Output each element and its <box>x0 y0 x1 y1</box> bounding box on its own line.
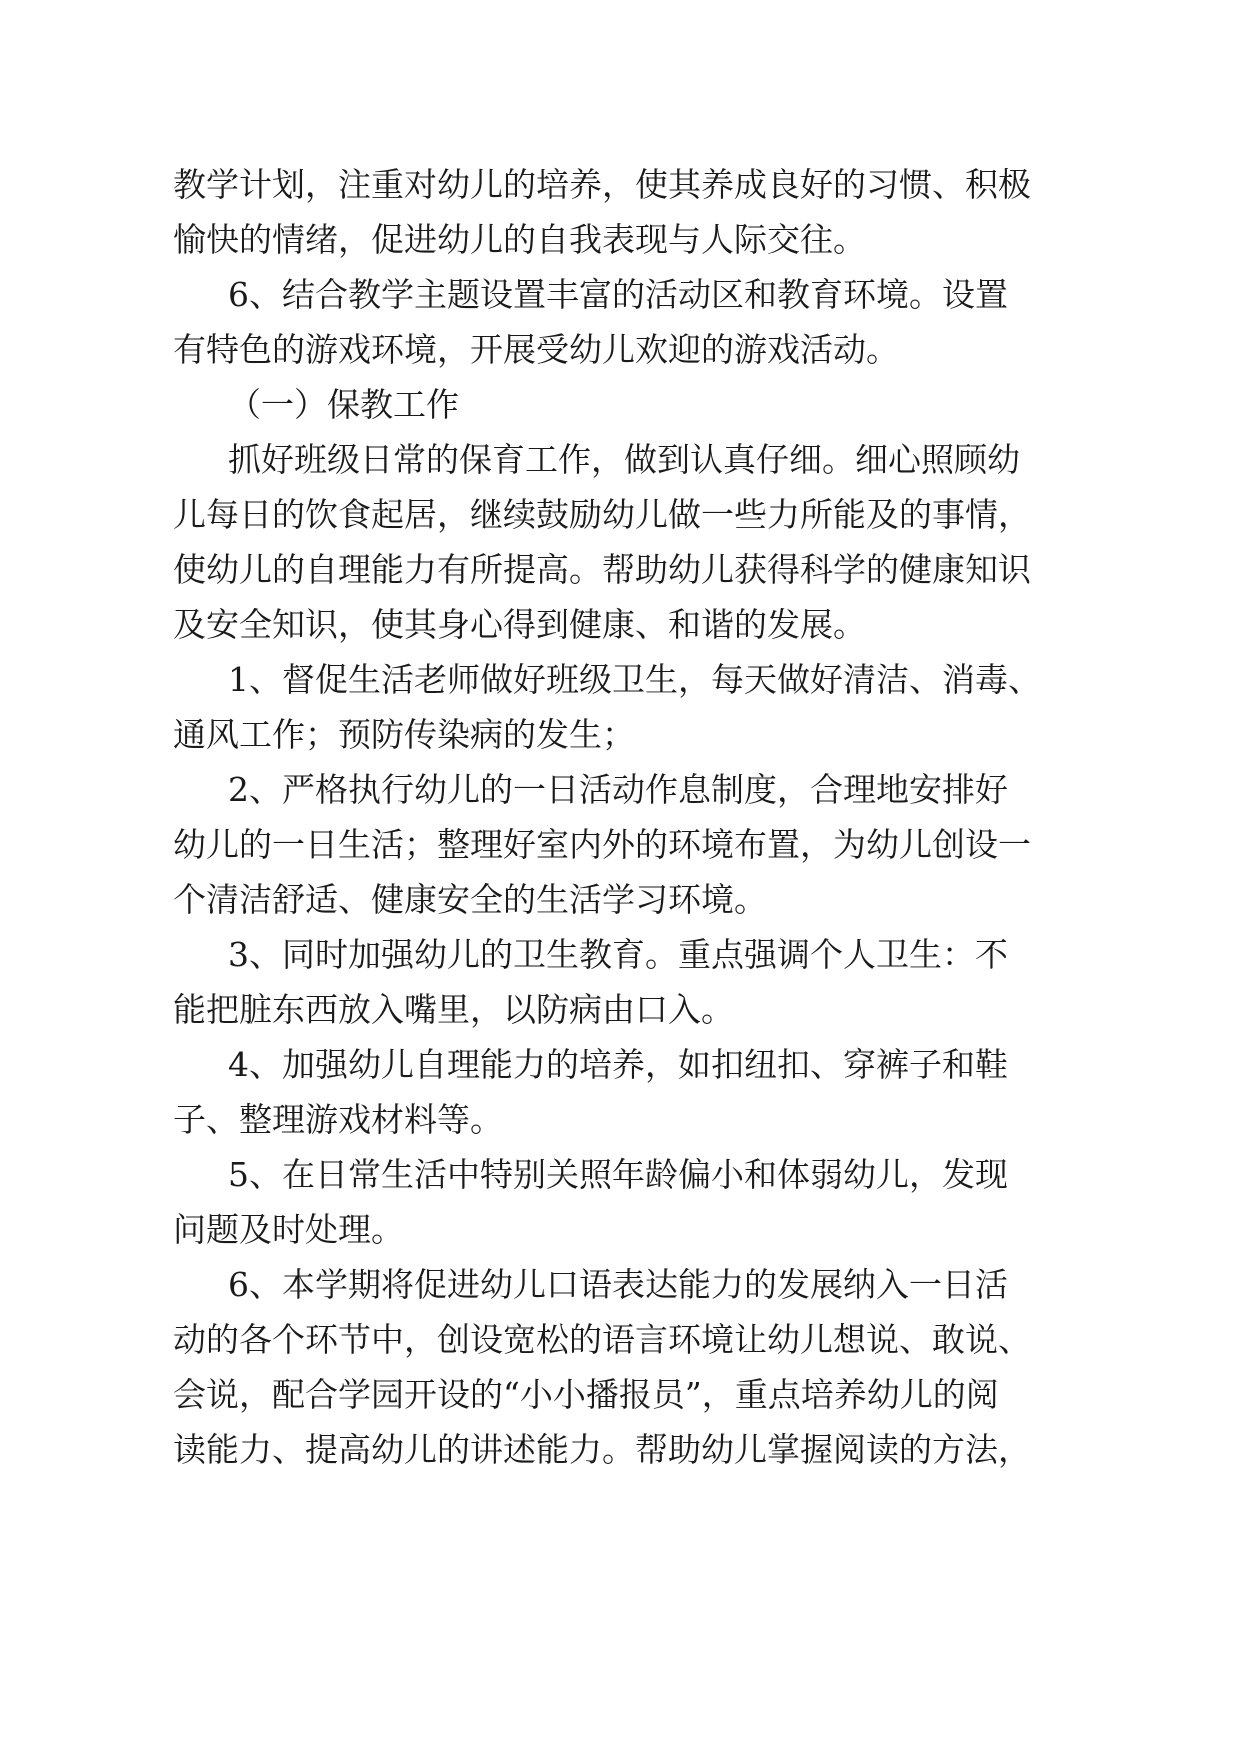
text-line: 1、督促生活老师做好班级卫生，每天做好清洁、消毒、 <box>228 660 1041 699</box>
section-heading: （一）保教工作 <box>228 385 459 424</box>
text-line: 2、严格执行幼儿的一日活动作息制度，合理地安排好 <box>228 770 1008 809</box>
text-line: 6、本学期将促进幼儿口语表达能力的发展纳入一日活 <box>228 1265 1008 1304</box>
text-line: 5、在日常生活中特别关照年龄偏小和体弱幼儿，发现 <box>228 1155 1008 1194</box>
text-line: 3、同时加强幼儿的卫生教育。重点强调个人卫生：不 <box>228 935 1008 974</box>
text-line: 动的各个环节中，创设宽松的语言环境让幼儿想说、敢说、 <box>173 1320 1031 1359</box>
text-line: 有特色的游戏环境，开展受幼儿欢迎的游戏活动。 <box>173 330 899 369</box>
text-line: 抓好班级日常的保育工作，做到认真仔细。细心照顾幼 <box>228 440 1020 479</box>
text-line: 会说，配合学园开设的“小小播报员”，重点培养幼儿的阅 <box>173 1375 999 1414</box>
text-line: 个清洁舒适、健康安全的生活学习环境。 <box>173 880 767 919</box>
text-line: 能把脏东西放入嘴里，以防病由口入。 <box>173 990 734 1029</box>
text-line: 4、加强幼儿自理能力的培养，如扣纽扣、穿裤子和鞋 <box>228 1045 1008 1084</box>
text-line: 读能力、提高幼儿的讲述能力。帮助幼儿掌握阅读的方法， <box>173 1430 1031 1469</box>
text-line: 愉快的情绪，促进幼儿的自我表现与人际交往。 <box>173 220 866 259</box>
text-line: 幼儿的一日生活；整理好室内外的环境布置，为幼儿创设一 <box>173 825 1031 864</box>
text-line: 教学计划，注重对幼儿的培养，使其养成良好的习惯、积极 <box>173 165 1031 204</box>
text-line: 通风工作；预防传染病的发生； <box>173 715 635 754</box>
text-line: 子、整理游戏材料等。 <box>173 1100 503 1139</box>
text-line: 问题及时处理。 <box>173 1210 404 1249</box>
text-line: 儿每日的饮食起居，继续鼓励幼儿做一些力所能及的事情， <box>173 495 1031 534</box>
text-line: 6、结合教学主题设置丰富的活动区和教育环境。设置 <box>228 275 1008 314</box>
text-line: 及安全知识，使其身心得到健康、和谐的发展。 <box>173 605 866 644</box>
text-line: 使幼儿的自理能力有所提高。帮助幼儿获得科学的健康知识 <box>173 550 1031 589</box>
